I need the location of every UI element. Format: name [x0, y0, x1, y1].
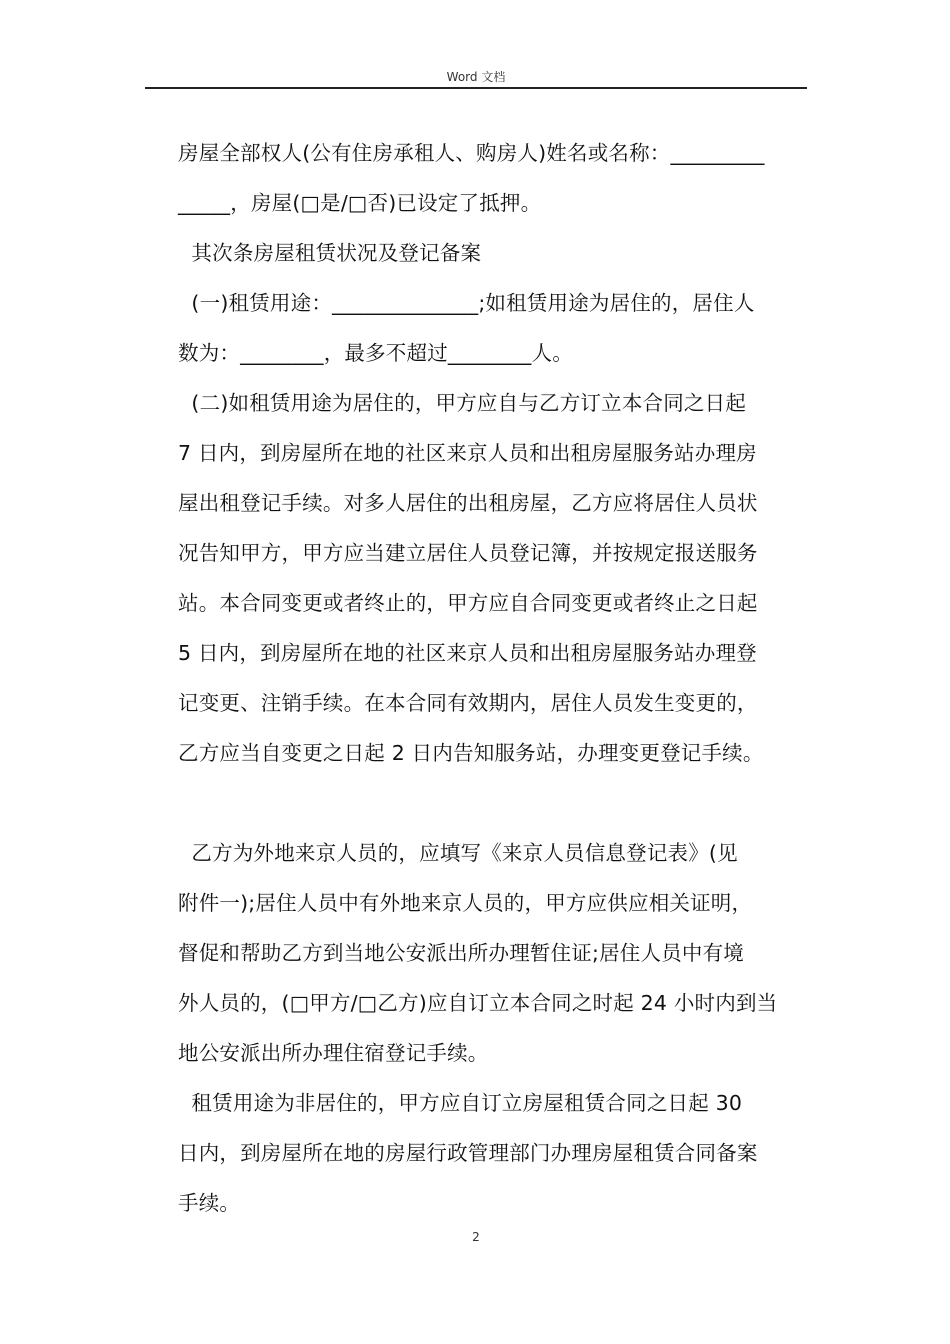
text-line: 地公安派出所办理住宿登记手续。 — [178, 1041, 489, 1065]
section-heading: 其次条房屋租赁状况及登记备案 — [178, 241, 482, 265]
text-line: 乙方应当自变更之日起 2 日内告知服务站，办理变更登记手续。 — [178, 741, 764, 765]
text-line: 数为：________，最多不超过________人。 — [178, 341, 573, 365]
text-line: 房屋全部权人(公有住房承租人、购房人)姓名或名称：_________ — [178, 141, 765, 165]
text-line: 况告知甲方，甲方应当建立居住人员登记簿，并按规定报送服务 — [178, 541, 758, 565]
text-line: _____，房屋(□是/□否)已设定了抵押。 — [178, 191, 542, 215]
text-line: 日内，到房屋所在地的房屋行政管理部门办理房屋租赁合同备案 — [178, 1141, 758, 1165]
text-line: 手续。 — [178, 1191, 241, 1215]
page-header: Word 文档 — [446, 70, 506, 84]
text-line: (二)如租赁用途为居住的，甲方应自与乙方订立本合同之日起 — [178, 391, 747, 415]
text-line: 租赁用途为非居住的，甲方应自订立房屋租赁合同之日起 30 — [178, 1091, 743, 1115]
header-divider — [145, 87, 807, 89]
text-line: 记变更、注销手续。在本合同有效期内，居住人员发生变更的， — [178, 691, 758, 715]
text-line: 乙方为外地来京人员的，应填写《来京人员信息登记表》(见 — [178, 841, 738, 865]
text-line: 附件一);居住人员中有外地来京人员的，甲方应供应相关证明， — [178, 891, 753, 915]
text-line: 站。本合同变更或者终止的，甲方应自合同变更或者终止之日起 — [178, 591, 758, 615]
text-line: 督促和帮助乙方到当地公安派出所办理暂住证;居住人员中有境 — [178, 941, 745, 965]
text-line: 7 日内，到房屋所在地的社区来京人员和出租房屋服务站办理房 — [178, 441, 757, 465]
text-line: 5 日内，到房屋所在地的社区来京人员和出租房屋服务站办理登 — [178, 641, 757, 665]
document-body — [178, 128, 806, 1228]
text-line: (一)租赁用途：______________;如租赁用途为居住的，居住人 — [178, 291, 755, 315]
text-line: 外人员的，(□甲方/□乙方)应自订立本合同之时起 24 小时内到当 — [178, 991, 778, 1015]
text-line: 屋出租登记手续。对多人居住的出租房屋，乙方应将居住人员状 — [178, 491, 758, 515]
page-number: 2 — [472, 1230, 480, 1244]
